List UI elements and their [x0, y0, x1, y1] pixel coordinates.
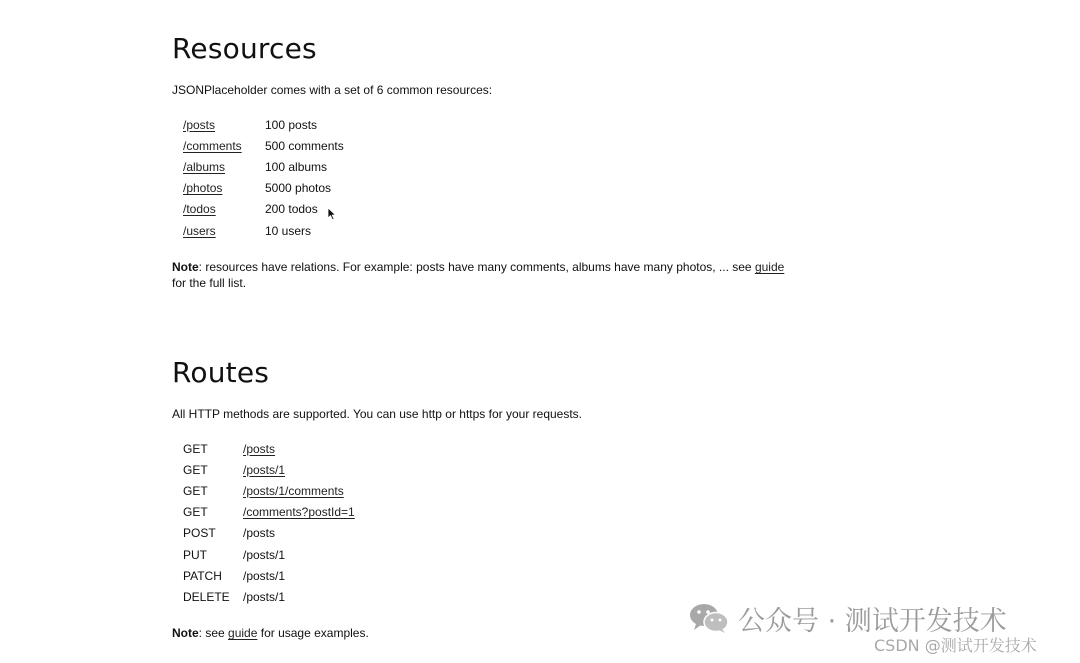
route-method: GET — [183, 505, 208, 520]
watermark-text: 公众号 · 测试开发技术 — [738, 605, 1007, 637]
resource-link-albums[interactable]: /albums — [183, 159, 226, 174]
routes-note — [172, 626, 369, 640]
note-text-end: for usage examples. — [257, 626, 369, 640]
routes-table — [183, 438, 355, 608]
table-row — [183, 156, 344, 177]
table-row — [183, 220, 344, 241]
table-row — [183, 459, 355, 480]
table-row — [183, 178, 344, 199]
table-row — [183, 480, 355, 501]
note-text-end: for the full list. — [172, 276, 247, 290]
routes-heading: Routes — [172, 356, 270, 389]
table-row — [183, 438, 355, 459]
route-method: GET — [183, 441, 208, 456]
route-method: GET — [183, 462, 208, 477]
watermark — [688, 600, 1007, 636]
table-row — [183, 114, 344, 135]
table-row — [183, 523, 355, 544]
resources-heading: Resources — [172, 32, 317, 65]
table-row — [183, 586, 355, 607]
resources-table — [183, 114, 344, 241]
route-link-posts[interactable]: /posts — [243, 441, 276, 456]
resource-link-todos[interactable]: /todos — [183, 202, 216, 217]
route-link-comments-query[interactable]: /comments?postId=1 — [243, 505, 355, 520]
resource-count: 200 todos — [265, 202, 318, 217]
guide-link[interactable]: guide — [228, 626, 258, 640]
resources-note — [172, 259, 792, 291]
route-method: PUT — [183, 547, 207, 562]
route-method: POST — [183, 526, 216, 541]
table-row — [183, 199, 344, 220]
resource-count: 10 users — [265, 223, 312, 238]
route-method: DELETE — [183, 589, 230, 604]
resource-link-photos[interactable]: /photos — [183, 181, 223, 196]
resource-link-users[interactable]: /users — [183, 223, 216, 238]
wechat-icon — [688, 602, 730, 634]
route-path: /posts — [243, 526, 276, 541]
resource-count: 500 comments — [265, 138, 344, 153]
resource-link-comments[interactable]: /comments — [183, 138, 242, 153]
routes-intro: All HTTP methods are supported. You can use http or https for your requests. — [172, 407, 583, 421]
route-method: PATCH — [183, 568, 222, 583]
route-method: GET — [183, 483, 208, 498]
note-text: : resources have relations. For example: posts have many comments, albums have many photos, ... see — [198, 260, 755, 274]
mouse-pointer-icon — [327, 207, 337, 221]
note-label: Note — [172, 260, 199, 274]
table-row — [183, 135, 344, 156]
guide-link[interactable]: guide — [754, 260, 785, 274]
route-path: /posts/1 — [243, 589, 286, 604]
table-row — [183, 502, 355, 523]
route-path: /posts/1 — [243, 568, 286, 583]
note-text: : see — [198, 626, 229, 640]
table-row — [183, 565, 355, 586]
note-label: Note — [172, 626, 199, 640]
route-link-post-1[interactable]: /posts/1 — [243, 462, 286, 477]
route-path: /posts/1 — [243, 547, 286, 562]
table-row — [183, 544, 355, 565]
resource-count: 5000 photos — [265, 181, 332, 196]
route-link-post-comments[interactable]: /posts/1/comments — [243, 483, 344, 498]
resource-count: 100 posts — [265, 117, 318, 132]
resources-intro: JSONPlaceholder comes with a set of 6 common resources: — [172, 83, 493, 97]
resource-link-posts[interactable]: /posts — [183, 117, 216, 132]
resource-count: 100 albums — [265, 159, 328, 174]
watermark-sub: CSDN @测试开发技术 — [874, 636, 1037, 655]
